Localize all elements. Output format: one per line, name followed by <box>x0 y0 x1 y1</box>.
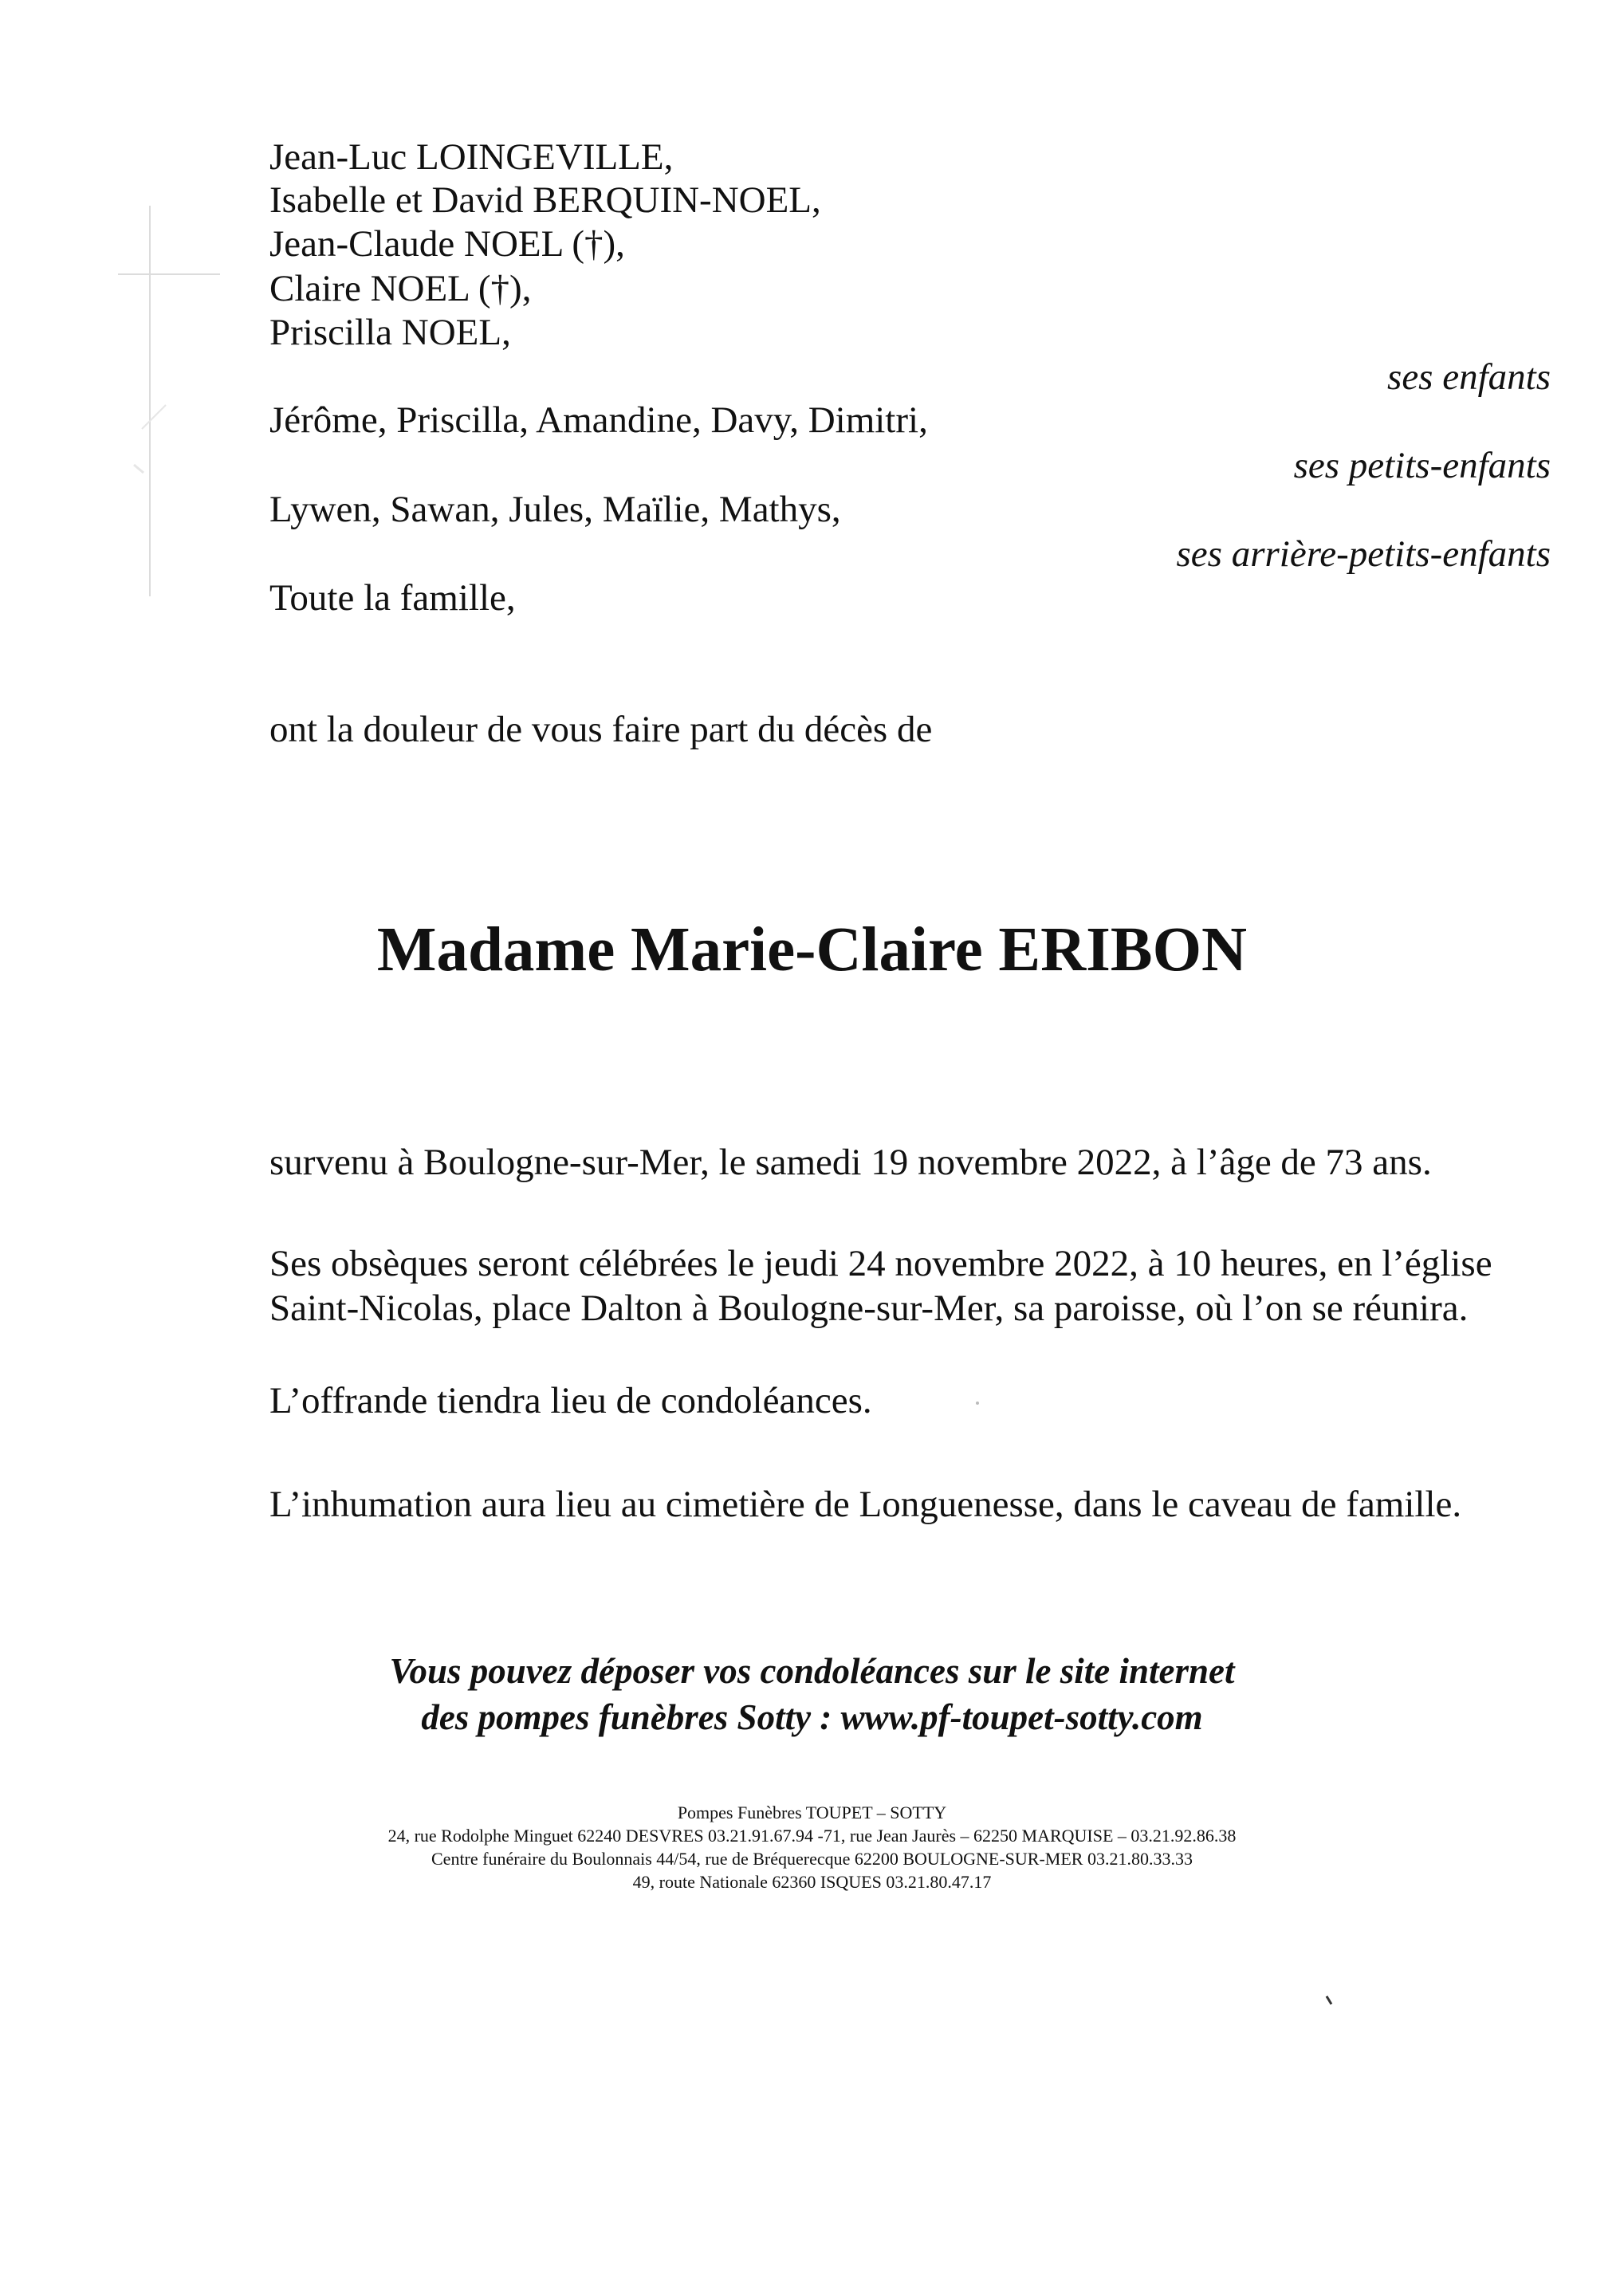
deceased-name: Madame Marie-Claire ERIBON <box>376 915 1248 985</box>
grandchildren-names: Jérôme, Priscilla, Amandine, Davy, Dimitri, <box>269 399 928 441</box>
family-name-line: Isabelle et David BERQUIN-NOEL, <box>269 179 821 221</box>
scan-speck <box>971 1397 984 1409</box>
grandchildren-label: ses petits-enfants <box>1293 445 1551 486</box>
great-grandchildren-label: ses arrière-petits-enfants <box>1176 533 1551 575</box>
family-name-line: Jean-Claude NOEL (†), <box>269 223 625 265</box>
great-grandchildren-names: Lywen, Sawan, Jules, Maïlie, Mathys, <box>269 489 841 530</box>
whole-family-line: Toute la famille, <box>269 577 516 619</box>
announcement-line: ont la douleur de vous faire part du décès de <box>269 709 933 750</box>
family-name-line: Jean-Luc LOINGEVILLE, <box>269 136 674 178</box>
funeral-details-line-2: Saint-Nicolas, place Dalton à Boulogne-sur-Mer, sa paroisse, où l’on se réunira. <box>269 1288 1469 1329</box>
scan-speck <box>1323 1993 1339 2009</box>
footer-address-1: 24, rue Rodolphe Minguet 62240 DESVRES 03.21.91.67.94 -71, rue Jean Jaurès – 62250 MARQUISE – 03.21.92.86.38 <box>387 1826 1237 1846</box>
death-details: survenu à Boulogne-sur-Mer, le samedi 19 novembre 2022, à l’âge de 73 ans. <box>269 1142 1432 1183</box>
funeral-details-line-1: Ses obsèques seront célébrées le jeudi 24 novembre 2022, à 10 heures, en l’église <box>269 1243 1492 1284</box>
footer-address-3: 49, route Nationale 62360 ISQUES 03.21.80.47.17 <box>632 1872 992 1892</box>
offering-details: L’offrande tiendra lieu de condoléances. <box>269 1380 872 1421</box>
online-condolences-line-2: des pompes funèbres Sotty : www.pf-toupet-sotty.com <box>421 1697 1203 1737</box>
family-name-line: Priscilla NOEL, <box>269 312 511 353</box>
faint-cross-mark <box>118 206 222 596</box>
burial-details: L’inhumation aura lieu au cimetière de Longuenesse, dans le caveau de famille. <box>269 1484 1462 1525</box>
family-name-line: Claire NOEL (†), <box>269 268 532 309</box>
children-label: ses enfants <box>1387 356 1551 398</box>
online-condolences-line-1: Vous pouvez déposer vos condoléances sur le site internet <box>389 1651 1235 1691</box>
footer-company: Pompes Funèbres TOUPET – SOTTY <box>677 1803 947 1822</box>
footer-address-2: Centre funéraire du Boulonnais 44/54, rue de Bréquerecque 62200 BOULOGNE-SUR-MER 03.21.80.33.33 <box>431 1849 1193 1869</box>
